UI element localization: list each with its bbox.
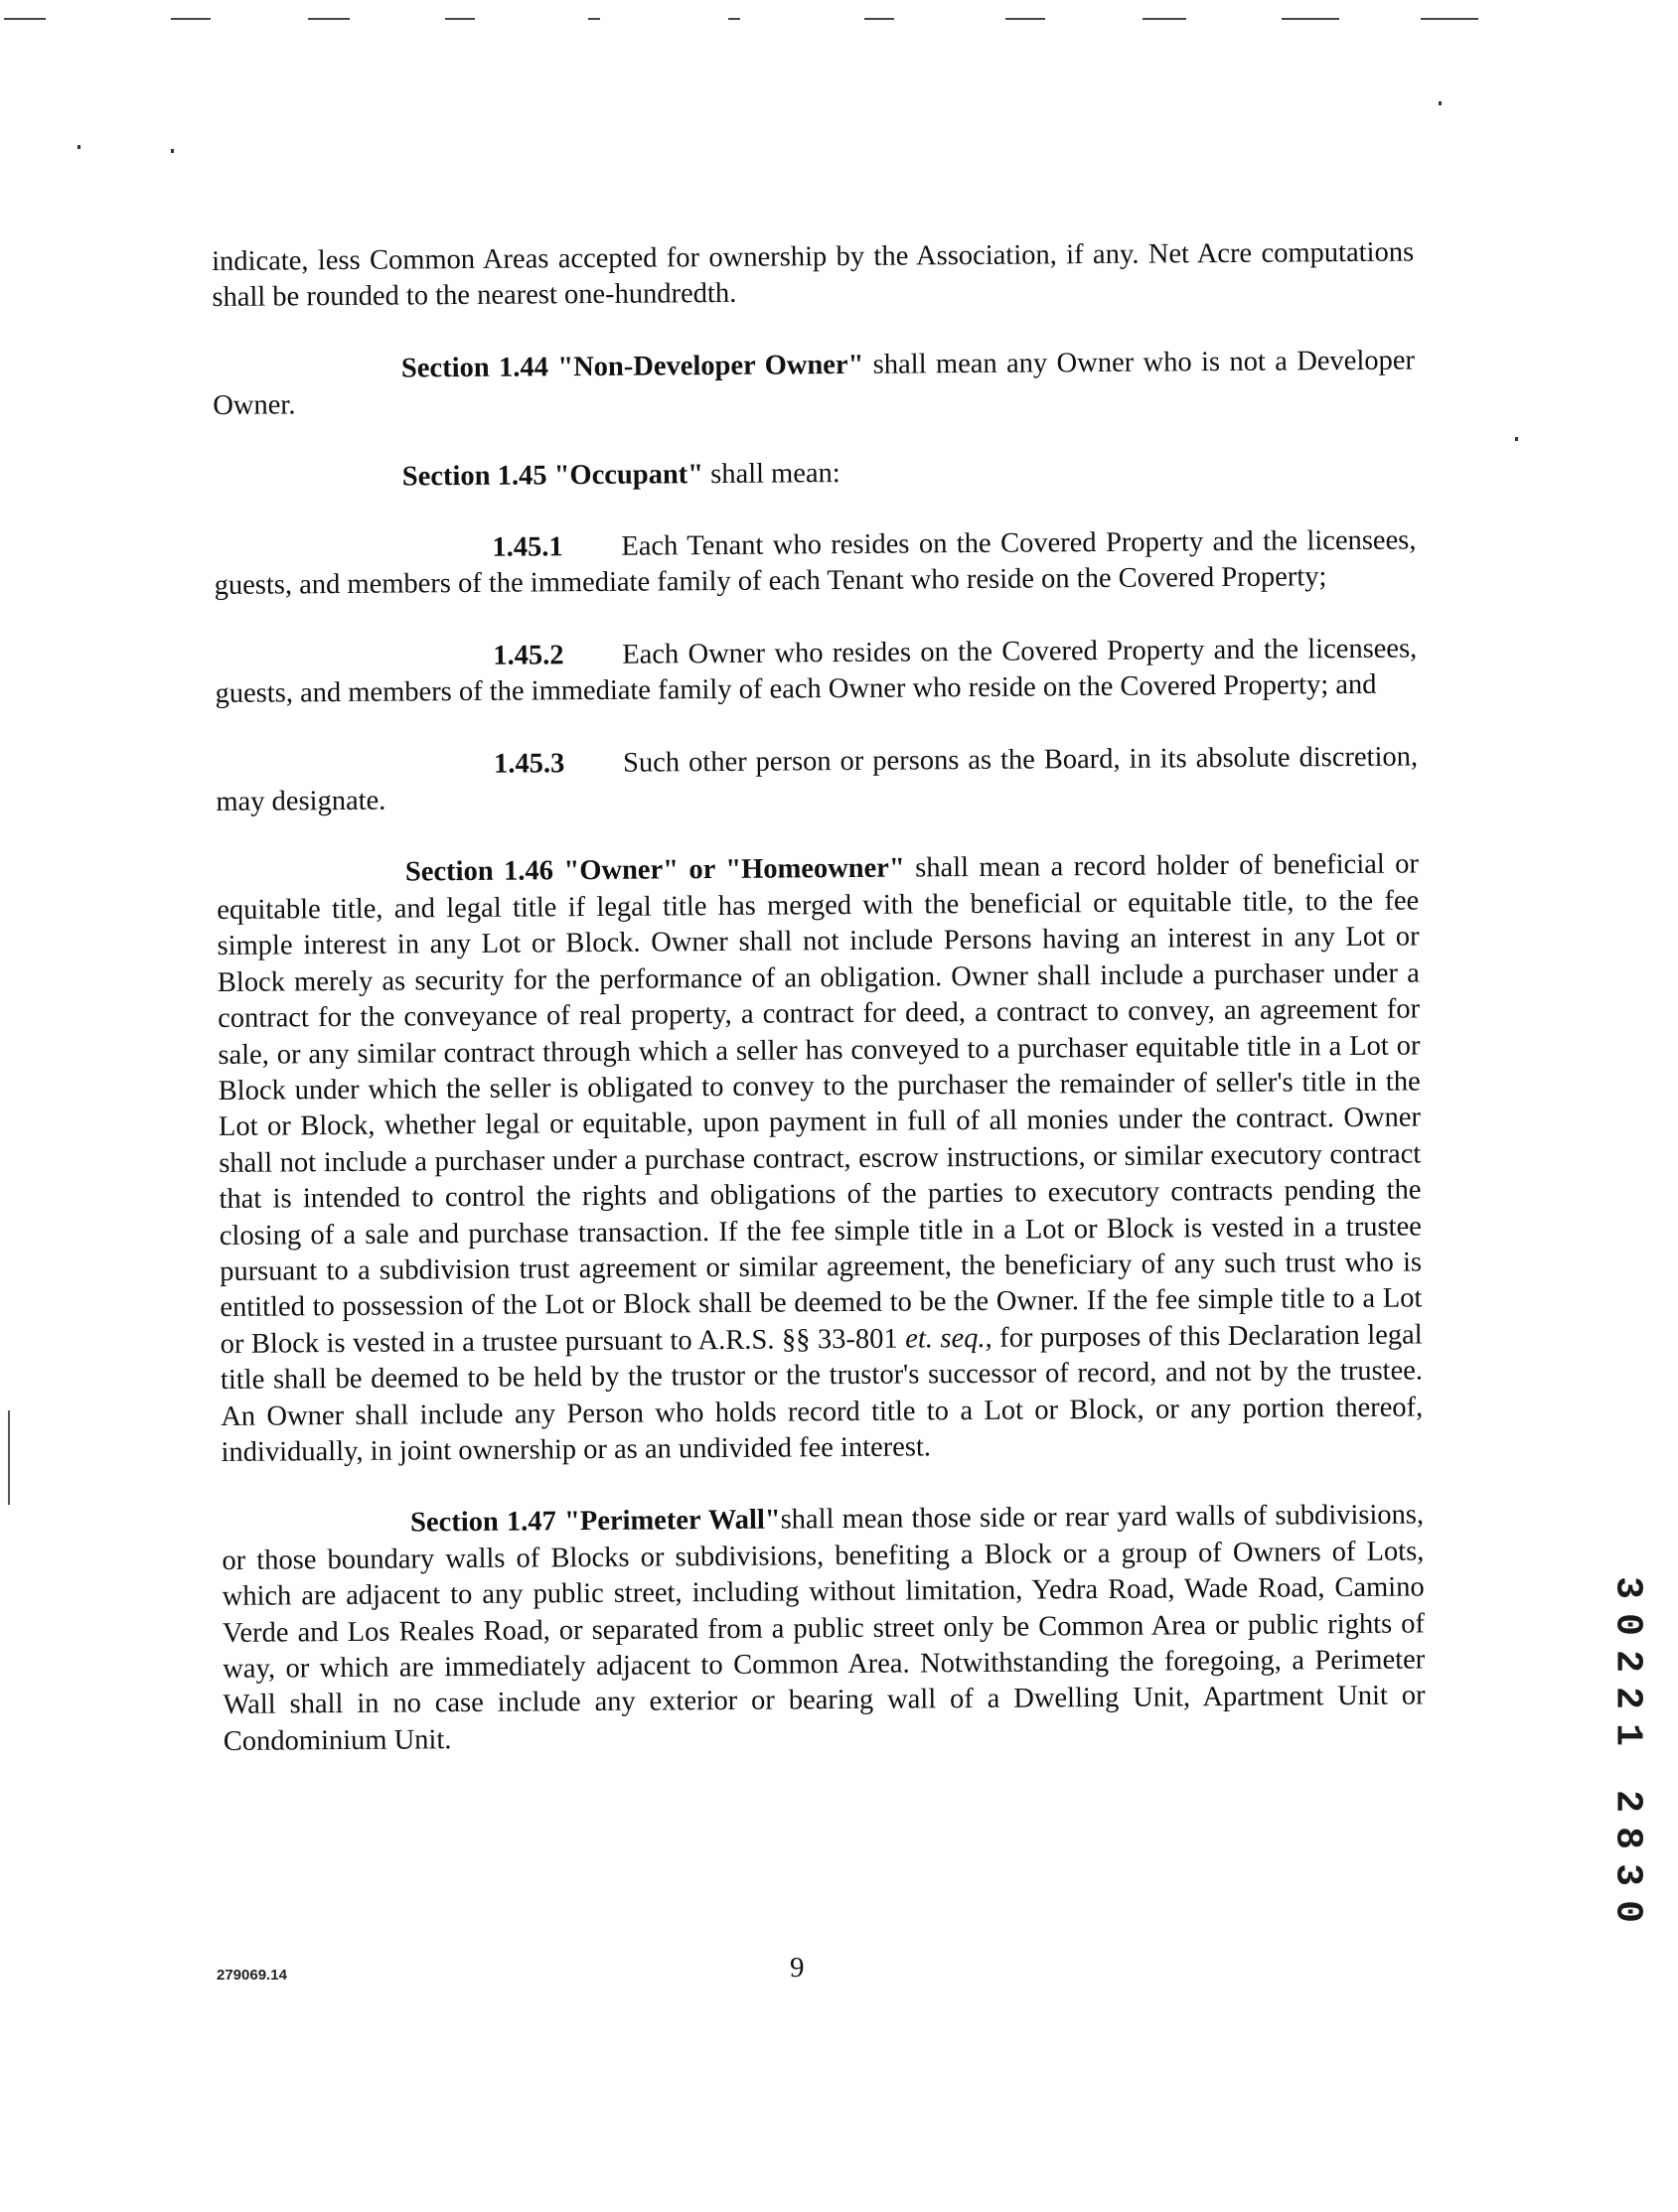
section-text: shall mean a record holder of beneficial or equitable title, and legal title if legal title has merged with the beneficial or equitable title, to the fee simple interest in any Lot or Block. Owner shall not include Persons having an interest in any Lot or Block merely as security for the performance of an obligation. Owner shall include a purchaser under a contract for the conveyance of real property, a contract for deed, a contract to convey, an agreement for sale, or any similar contract through which a seller has conveyed to a purchaser equitable title in a Lot or Block under which the seller is obligated to convey to the purchaser the remainder of seller's title in the Lot or Block, whether legal or equitable, upon payment in full of all monies under the contract. Owner shall not include a purchaser under a purchase contract, escrow instructions, or similar executory contract that is intended to control the rights and obligations of the parties to executory contracts pending the closing of a sale and purchase transaction. If the fee simple title in a Lot or Block is vested in a trustee pursuant to a subdivision trust agreement or similar agreement, the beneficiary of any such trust who is entitled to possession of the Lot or Block shall be deemed to be the Owner. If the fee simple title to a Lot or Block is vested in a trustee pursuant to A.R.S. §§ 33-801 [217, 848, 1423, 1360]
defined-term-homeowner: "Homeowner" [725, 853, 905, 886]
section-1-45 [214, 451, 1416, 497]
scan-artifact [171, 149, 174, 153]
subsection-text: Each Tenant who resides on the Covered Property and the licensees, guests, and members of the immediate family of each Tenant who reside on the Covered Property; [214, 524, 1417, 602]
section-label: Section 1.44 [400, 352, 549, 384]
subsection-text: Each Owner who resides on the Covered Property and the licensees, guests, and members of the immediate family of each Owner who reside on the Covered Property; and [215, 633, 1418, 710]
stamp-character: 1 [1605, 1723, 1649, 1746]
scan-artifact [1143, 18, 1186, 20]
subsection-1-45-3 [216, 739, 1419, 820]
stamp-character: 3 [1605, 1863, 1649, 1886]
scan-artifact [1421, 18, 1478, 20]
defined-term: "Non-Developer Owner" [557, 349, 864, 383]
section-1-44 [213, 343, 1416, 424]
scan-artifact [8, 1410, 10, 1505]
stamp-character: 3 [1605, 1576, 1649, 1599]
paragraph-intro-text: indicate, less Common Areas accepted for ownership by the Association, if any. Net Acre computations shall be rounded to the nearest one-hundredth. [212, 236, 1415, 314]
scan-artifact [4, 18, 46, 20]
scan-artifact [1005, 18, 1045, 20]
subsection-1-45-1 [214, 523, 1417, 605]
defined-term-or: or [678, 854, 726, 886]
scan-artifact [588, 18, 600, 20]
document-body [212, 234, 1426, 1760]
subsection-number: 1.45.3 [493, 747, 565, 780]
stamp-character: 2 [1605, 1790, 1649, 1813]
document-number: 279069.14 [217, 1967, 287, 1984]
paragraph-intro [212, 234, 1415, 316]
scan-artifact [864, 18, 894, 20]
subsection-number: 1.45.1 [492, 531, 563, 563]
stamp-character: 0 [1605, 1613, 1649, 1636]
citation-italic: et. seq. [905, 1322, 986, 1355]
section-label: Section 1.47 [409, 1506, 556, 1539]
stamp-character: 2 [1605, 1650, 1649, 1673]
stamp-character: 0 [1605, 1900, 1649, 1923]
section-text-continued: , for purposes of this Declaration legal title shall be deemed to be held by the trustor or the trustor's successor of record, and not by the trustee. An Owner shall include any Person who holds record title to a Lot or Block, or any portion thereof, individually, in joint ownership or as an undivided fee interest. [220, 1319, 1424, 1468]
subsection-text: Such other person or persons as the Board, in its absolute discretion, may designate. [216, 741, 1419, 818]
section-label: Section 1.45 [401, 459, 547, 493]
section-text: shall mean any Owner who is not a Developer Owner. [213, 345, 1416, 422]
scan-artifact [1515, 437, 1518, 441]
recording-stamp [1598, 1569, 1657, 1923]
scan-artifact [1282, 18, 1339, 20]
scan-artifact [728, 18, 740, 20]
section-label: Section 1.46 [404, 855, 554, 888]
page-number: 9 [790, 1952, 805, 1984]
subsection-number: 1.45.2 [493, 640, 564, 671]
section-text: shall mean: [702, 457, 840, 490]
section-text: shall mean those side or rear yard walls of subdivisions, or those boundary walls of Blocks or subdivisions, benefiting a Block or a group of Owners of Lots, which are adjacent to any public street, including without limitation, Yedra Road, Wade Road, Camino Verde and Los Reales Road, or separated from a public street only be Common Area or public rights of way, or which are immediately adjacent to Common Area. Notwithstanding the foregoing, a Perimeter Wall shall in no case include any exterior or bearing wall of a Dwelling Unit, Apartment Unit or Condominium Unit. [222, 1499, 1426, 1757]
stamp-character: 2 [1605, 1687, 1649, 1709]
section-1-46 [217, 847, 1424, 1471]
defined-term: "Occupant" [553, 458, 704, 491]
scan-artifact [77, 145, 80, 149]
scan-artifact [1439, 101, 1442, 105]
scan-artifact [171, 18, 211, 20]
section-1-47 [222, 1498, 1426, 1760]
stamp-character: 8 [1605, 1827, 1649, 1849]
defined-term-owner: "Owner" [563, 854, 680, 887]
scan-artifact [308, 18, 350, 20]
stamp-glyphs [1598, 1569, 1657, 1930]
scan-artifact [445, 18, 475, 20]
defined-term: "Perimeter Wall" [563, 1504, 781, 1538]
subsection-1-45-2 [215, 631, 1418, 712]
